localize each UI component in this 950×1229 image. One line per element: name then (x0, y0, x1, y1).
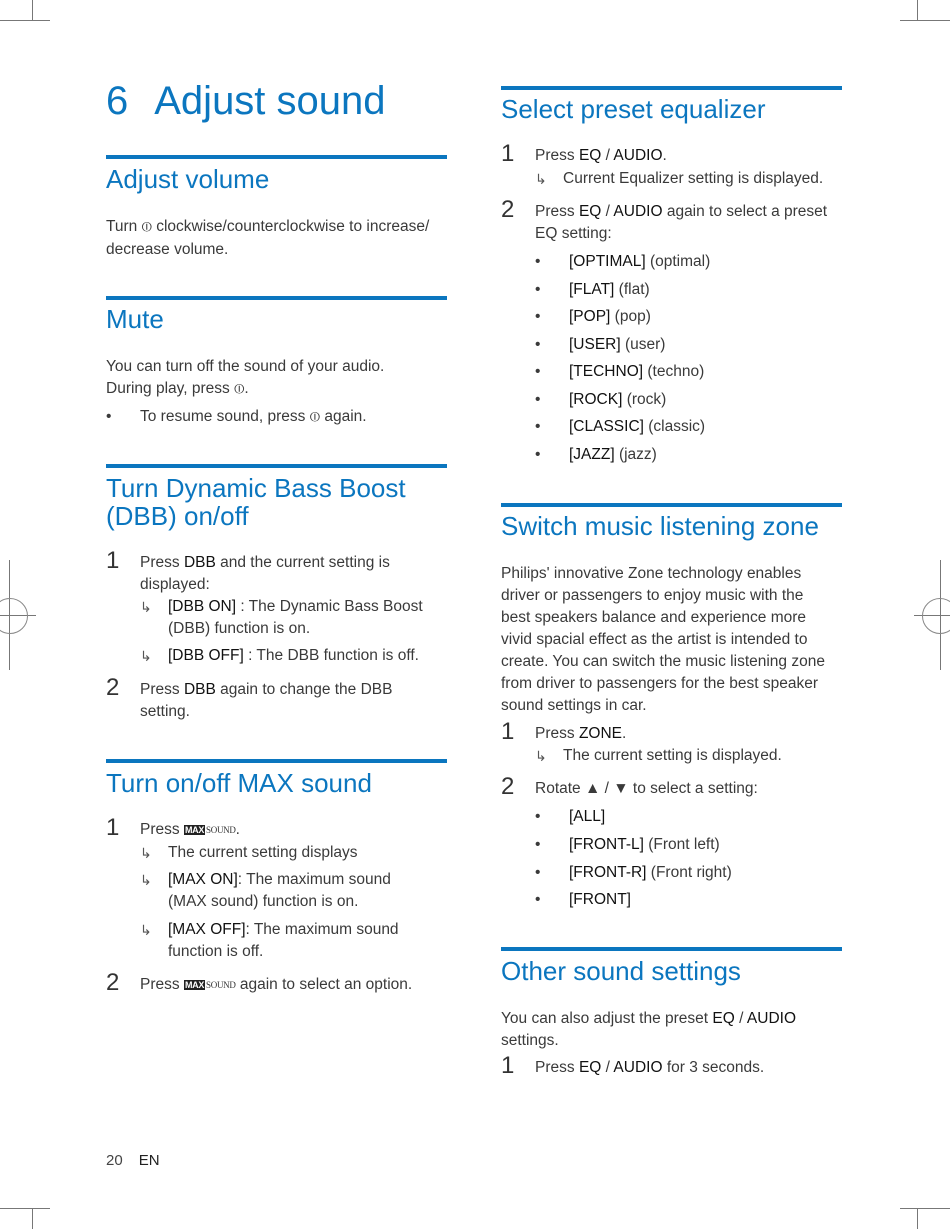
step-number: 2 (106, 674, 120, 701)
chapter-title: Adjust sound (154, 79, 386, 123)
bullet-icon: • (535, 391, 541, 408)
section-divider (501, 86, 842, 90)
result-item: ↳ [MAX OFF]: The maximum sound function is off. (140, 921, 399, 960)
bullet-icon: • (535, 836, 541, 853)
step-text: Press DBB again to change the DBB setting. (140, 681, 393, 720)
chapter-number: 6 (106, 79, 129, 123)
step-number: 1 (106, 547, 120, 574)
step-number: 2 (501, 773, 515, 800)
result-arrow-icon: ↳ (140, 648, 152, 664)
result-item: ↳ The current setting is displayed. (535, 745, 843, 767)
step-number: 1 (106, 814, 120, 841)
zone-description: Philips' innovative Zone technology enables driver or passengers to enjoy music with the best speakers balance and experience more vivid spacial effect as the artist is intended to create. You can switch the music listening zone from driver to passengers for the best speaker sound settings in car. (501, 565, 825, 714)
section-title-zone: Switch music listening zone (501, 511, 819, 541)
other-settings-text: You can also adjust the preset EQ / AUDIO settings. (501, 1010, 796, 1049)
section-title-dbb: Turn Dynamic Bass Boost (DBB) on/off (106, 473, 406, 531)
section-title-adjust-volume: Adjust volume (106, 164, 270, 194)
step-number: 1 (501, 140, 515, 167)
result-item: ↳ [DBB OFF] : The DBB function is off. (140, 645, 448, 667)
section-divider (106, 464, 447, 468)
crop-mark (32, 0, 33, 20)
step-number: 2 (106, 969, 120, 996)
section-divider (501, 947, 842, 951)
bullet-icon: • (535, 308, 541, 325)
crop-mark (917, 0, 918, 20)
section-title-max-sound: Turn on/off MAX sound (106, 768, 372, 798)
bullet-icon: • (535, 281, 541, 298)
bullet-icon: • (535, 363, 541, 380)
step-text: Press EQ / AUDIO. (535, 147, 667, 164)
crop-mark (917, 1208, 918, 1229)
result-arrow-icon: ↳ (140, 845, 152, 861)
result-item: ↳ Current Equalizer setting is displayed. (535, 168, 843, 190)
step-number: 2 (501, 196, 515, 223)
max-sound-icon: MAX SOUND (184, 825, 236, 835)
section-title-other-settings: Other sound settings (501, 956, 741, 986)
bullet-icon: • (106, 408, 112, 425)
result-arrow-icon: ↳ (140, 599, 152, 615)
bullet-icon: • (535, 808, 541, 825)
crop-mark (900, 20, 950, 21)
step-text: Press EQ / AUDIO for 3 seconds. (535, 1059, 765, 1076)
language-code: EN (138, 1152, 160, 1169)
bullet-icon: • (535, 446, 541, 463)
registration-mark (922, 598, 950, 634)
result-item: ↳ The current setting displays (140, 842, 448, 864)
result-arrow-icon: ↳ (535, 748, 547, 764)
page-number: 20 (106, 1152, 123, 1169)
page-footer (106, 1150, 160, 1172)
step-text: Press EQ / AUDIO again to select a preset EQ setting: (535, 203, 828, 242)
crop-mark (0, 1208, 50, 1209)
power-icon: ⏼ (234, 382, 245, 397)
step-text: Press MAX SOUND. (140, 821, 240, 838)
bullet-icon: • (535, 864, 541, 881)
result-item: ↳ [MAX ON]: The maximum sound (MAX sound) function is on. (140, 871, 391, 910)
step-text: Press MAX SOUND again to select an option. (140, 976, 413, 993)
bullet-icon: • (535, 891, 541, 908)
mute-text: You can turn off the sound of your audio. During play, press ⏼. (106, 358, 385, 397)
section-divider (106, 155, 447, 159)
step-text: Press ZONE. (535, 725, 627, 742)
crop-mark (900, 1208, 950, 1209)
up-arrow-icon: ▲ (584, 780, 601, 797)
bullet-icon: • (535, 253, 541, 270)
bullet-icon: • (535, 418, 541, 435)
result-item: ↳ [DBB ON] : The Dynamic Bass Boost (DBB) function is on. (140, 598, 423, 637)
power-icon: ⏼ (309, 410, 321, 425)
right-column: Select preset equalizer 1 Press EQ / AUDIO. ↳ Current Equalizer setting is displayed. 2 Press EQ / AUDIO again to select a preset EQ setting: • [OPTIMAL] (optimal) • [FLAT] (flat) • [POP] (pop) • [USER] (user) • [TECHNO] (techno) • [ROCK] (rock) • [CLASSIC] (classic) • [JAZZ] (jazz) Switch music listening zone Philips' innovative Zone technology enables driver or passengers to enjoy music with the best speakers balance and experience more vivid spacial effect as the artist is intended to create. You can switch the music listening zone from driver to passengers for the best speaker sound settings in car. 1 Press ZONE. ↳ The current setting is displayed. 2 Rotate ▲ / ▼ to select a setting: • [ALL] • [FRONT-L] (Front left) • [FRONT-R] (Front right) • [FRONT] Other sound settings You can also adjust the preset EQ / AUDIO settings. 1 Press EQ / AUDIO for 3 seconds. (501, 0, 842, 1229)
section-divider (106, 296, 447, 300)
power-icon: ⏼ (141, 220, 152, 235)
result-arrow-icon: ↳ (140, 922, 152, 938)
section-divider (501, 503, 842, 507)
crop-mark (32, 1208, 33, 1229)
section-title-equalizer: Select preset equalizer (501, 94, 766, 124)
step-number: 1 (501, 718, 515, 745)
left-column: Adjust volume Turn ⏼ clockwise/counterclockwise to increase/ decrease volume. Mute You can turn off the sound of your audio. During play, press ⏼. • To resume sound, press ⏼ again. Turn Dynamic Bass Boost (DBB) on/off 1 Press DBB and the current setting is displayed: ↳ [DBB ON] : The Dynamic Bass Boost (DBB) function is on. ↳ [DBB OFF] : The DBB function is off. 2 Press DBB again to change the DBB setting. Turn on/off MAX sound 1 Press MAX SOUND. ↳ The current setting displays ↳ [MAX ON]: The maximum sound (MAX sound) function is on. ↳ [MAX OFF]: The maximum sound function is off. 2 Press MAX SOUND again to select an option. (106, 0, 447, 1229)
down-arrow-icon: ▼ (613, 780, 629, 797)
result-arrow-icon: ↳ (535, 171, 547, 187)
result-arrow-icon: ↳ (140, 872, 152, 888)
step-text: Rotate ▲ / ▼ to select a setting: (535, 780, 758, 797)
step-number: 1 (501, 1052, 515, 1079)
crop-mark (0, 20, 50, 21)
section-divider (106, 759, 447, 763)
registration-mark (0, 598, 28, 634)
bullet-icon: • (535, 336, 541, 353)
max-sound-icon: MAX SOUND (184, 980, 236, 990)
section-title-mute: Mute (106, 304, 164, 334)
volume-text: Turn ⏼ clockwise/counterclockwise to increase/ decrease volume. (106, 218, 430, 258)
step-text: Press DBB and the current setting is displayed: (140, 554, 390, 593)
